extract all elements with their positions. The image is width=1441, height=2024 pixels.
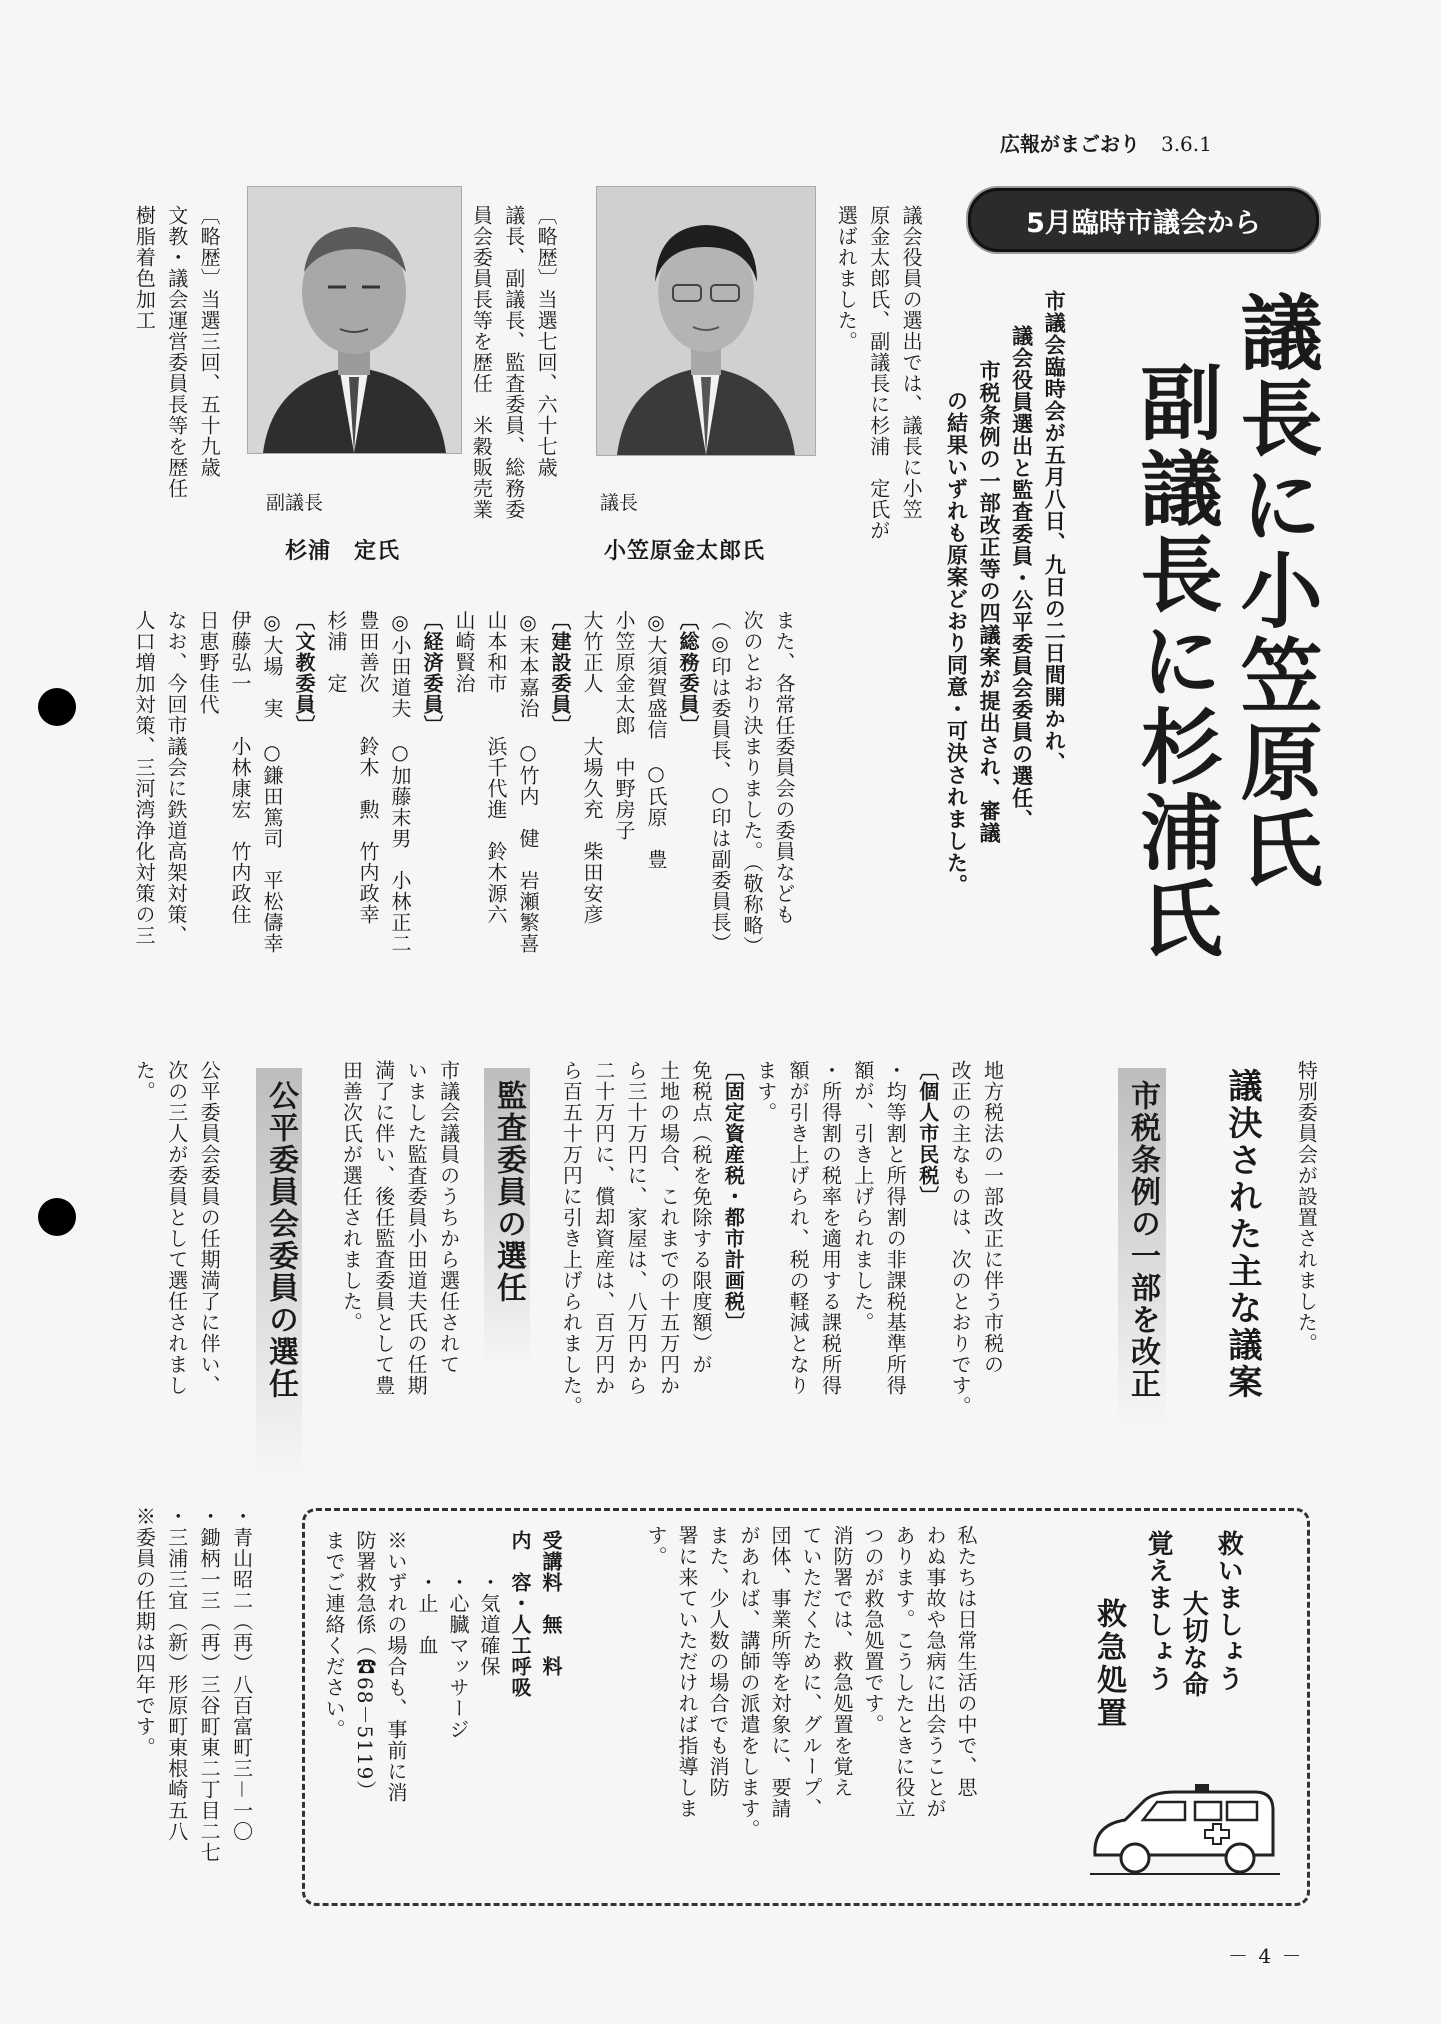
chair-role: 議長 <box>600 492 639 514</box>
fairness-members <box>128 1506 258 1906</box>
detail-line: までご連絡ください。 <box>322 1530 346 1740</box>
committee-line: （◎印は委員長、○印は副委員長） <box>708 610 732 954</box>
chair-name: 小笠原金太郎氏 <box>604 539 766 564</box>
tax-line: ・均等割と所得割の非課税基準所得 <box>883 1060 908 1396</box>
first-aid-line: あります。こうしたときに役立 <box>892 1525 916 1819</box>
lead-line: の結果いずれも原案どおり同意・可決されました。 <box>944 390 969 896</box>
tax-line: 改正の主なものは、次のとおりです。 <box>948 1060 973 1417</box>
lead-line: 市議会臨時会が五月八日、九日の二日間開かれ、 <box>1042 290 1067 774</box>
committee-line: 伊藤弘一 小林康宏 竹内政住 <box>228 610 252 925</box>
portrait-icon <box>597 187 815 455</box>
first-aid-line: 団体、事業所等を対象に、要請 <box>768 1525 792 1819</box>
committee-line: ◎末本嘉治 ○竹内 健 岩瀬繁喜 <box>516 610 540 954</box>
committee-heading: 〔総務委員〕 <box>676 610 700 736</box>
committee-line: 豊田善次 鈴木 勲 竹内政幸 <box>356 610 380 925</box>
committee-heading: 〔文教委員〕 <box>292 610 316 736</box>
lead-line: 市税条例の一部改正等の四議案が提出され、審議 <box>977 360 1002 844</box>
headline-line-1: 議長に小笠原氏 <box>1227 290 1324 892</box>
first-aid-line: があれば、講師の派遣をします。 <box>737 1525 761 1840</box>
slogan-line: 救いましょう <box>1213 1530 1244 1692</box>
tax-line: 土地の場合、これまでの十五万円か <box>656 1060 681 1396</box>
fairness-line: 次の三人が委員として選任されまし <box>164 1060 189 1396</box>
tax-body <box>555 1060 1008 1490</box>
first-aid-line: す。 <box>644 1525 668 1567</box>
first-aid-details <box>318 1530 566 1890</box>
first-aid-line: 消防署では、救急処置を覚え <box>830 1525 854 1798</box>
fairness-title: 公平委員会委員の選任 <box>263 1080 298 1400</box>
vice-chair-name: 杉浦 定氏 <box>285 539 401 564</box>
committee-line: 小笠原金太郎 中野房子 <box>612 610 636 841</box>
headline-line-2: 副議長に杉浦氏 <box>1127 360 1224 962</box>
fairness-body <box>128 1060 225 1490</box>
page-number: － 4 － <box>1228 1944 1304 1968</box>
committee-line: 杉浦 定 <box>324 610 348 694</box>
detail-line: ・止 血 <box>415 1530 439 1656</box>
chair-bio-line: 員会委員長等を歴任 米穀販売業 <box>469 205 494 520</box>
vice-bio-line: 〔略歴〕当選三回、五十九歳 <box>197 205 222 478</box>
committee-list <box>128 610 800 1040</box>
committee-line: 山崎賢治 <box>452 610 476 694</box>
committee-line: ◎大場 実 ○鎌田篤司 平松儔幸 <box>260 610 284 954</box>
banner-text: 5月臨時市議会から <box>1026 207 1261 239</box>
detail-line: ※いずれの場合も、事前に消 <box>384 1530 408 1803</box>
tax-line: 地方税法の一部改正に伴う市税の <box>980 1060 1005 1375</box>
tax-line: 額が引き上げられ、税の軽減となり <box>786 1060 811 1396</box>
committee-line: なお、今回市議会に鉄道高架対策、 <box>164 610 188 946</box>
special-line: 特別委員会が設置されました。 <box>1294 1060 1319 1354</box>
fairness-line: た。 <box>132 1060 157 1102</box>
tax-heading: 〔固定資産税・都市計画税〕 <box>721 1060 746 1333</box>
chair-bio-line: 〔略歴〕当選七回、六十七歳 <box>534 205 559 478</box>
detail-line: 受講料 無 料 <box>539 1530 563 1677</box>
issue-date: 3.6.1 <box>1160 132 1212 156</box>
member-line: ※委員の任期は四年です。 <box>132 1506 157 1758</box>
audit-title: 監査委員の選任 <box>491 1080 526 1304</box>
headline <box>1125 290 1325 1010</box>
first-aid-line: 署に来ていただければ指導しま <box>675 1525 699 1819</box>
committee-heading: 〔建設委員〕 <box>548 610 572 736</box>
lead-line: 議会役員選出と監査委員・公平委員会委員の選任、 <box>1009 325 1034 831</box>
tax-heading: 〔個人市民税〕 <box>915 1060 940 1207</box>
vice-chair-photo <box>247 186 462 454</box>
intro-line: 議会役員の選出では、議長に小笠 <box>899 205 924 520</box>
ambulance-icon <box>1085 1770 1285 1890</box>
intro-line: 原金太郎氏、副議長に杉浦 定氏が <box>866 205 891 541</box>
agenda-title: 議決された主な議案 <box>1222 1068 1262 1401</box>
committee-line: ◎小田道夫 ○加藤末男 小林正二 <box>388 610 412 954</box>
first-aid-line: また、少人数の場合でも消防 <box>706 1525 730 1798</box>
tax-line: ら三十万円に、家屋は、八万円から <box>624 1060 649 1396</box>
detail-line: ・気道確保 <box>477 1530 501 1677</box>
detail-line: 防署救急係（☎68－5119） <box>353 1530 377 1802</box>
tax-line: 二十万円に、償却資産は、百万円か <box>591 1060 616 1396</box>
binder-hole-top <box>38 688 76 726</box>
fairness-line: 公平委員会委員の任期満了に伴い、 <box>197 1060 222 1396</box>
committee-heading: 〔経済委員〕 <box>420 610 444 736</box>
tax-line: ます。 <box>753 1060 778 1123</box>
committee-line: 大竹正人 大場久充 柴田安彦 <box>580 610 604 925</box>
committee-line: 人口増加対策、三河湾浄化対策の三 <box>132 610 156 946</box>
binder-hole-bottom <box>38 1198 76 1236</box>
tax-line: 免税点（税を免除する限度額）が <box>688 1060 713 1375</box>
publication-name: 広報がまごおり <box>1000 132 1140 156</box>
first-aid-line: つのが救急処置です。 <box>861 1525 885 1735</box>
committee-line: また、各常任委員会の委員なども <box>772 610 796 925</box>
audit-line: 満了に伴い、後任監査委員として豊 <box>371 1060 396 1396</box>
chair-photo <box>596 186 816 456</box>
first-aid-line: 私たちは日常生活の中で、思 <box>954 1525 978 1798</box>
tax-line: ・所得割の税率を適用する課税所得 <box>818 1060 843 1396</box>
audit-line: 田善次氏が選任されました。 <box>339 1060 364 1333</box>
detail-line: ・心臓マッサージ <box>446 1530 470 1740</box>
tax-line: 額が、引き上げられました。 <box>850 1060 875 1333</box>
portrait-icon <box>248 187 461 453</box>
intro-paragraph <box>830 205 927 600</box>
first-aid-title: 救急処置 <box>1091 1598 1126 1730</box>
page-header <box>1000 128 1212 157</box>
member-line: ・鋤柄一三（再）三谷町東二丁目二七 <box>197 1506 222 1863</box>
lead-paragraph <box>940 290 1070 960</box>
chair-bio <box>465 205 562 600</box>
first-aid-line: ていただくために、グループ、 <box>799 1525 823 1819</box>
committee-line: 山本和市 浜千代進 鈴木源六 <box>484 610 508 925</box>
first-aid-body <box>640 1525 981 1885</box>
audit-line: いました監査委員小田道夫氏の任期 <box>404 1060 429 1396</box>
member-line: ・青山昭二（再）八百富町三－一〇 <box>229 1506 254 1842</box>
slogan-line: 大切な命 <box>1178 1590 1209 1698</box>
vice-chair-role: 副議長 <box>266 492 324 514</box>
committee-line: ◎大須賀盛信 ○氏原 豊 <box>644 610 668 870</box>
member-line: ・三浦三宜（新）形原町東根崎五八 <box>164 1506 189 1842</box>
vice-bio-line: 文教・議会運営委員長等を歴任 <box>164 205 189 499</box>
first-aid-slogan <box>1140 1530 1245 1770</box>
committee-line: 次のとおり決まりました。（敬称略） <box>740 610 764 957</box>
section-banner <box>968 188 1319 252</box>
special-committee-note <box>1290 1060 1322 1490</box>
tax-title: 市税条例の一部を改正 <box>1125 1080 1160 1400</box>
vice-chair-bio <box>128 205 225 600</box>
audit-body <box>335 1060 465 1490</box>
audit-line: 市議会議員のうちから選任されて <box>436 1060 461 1375</box>
intro-line: 選ばれました。 <box>834 205 859 352</box>
slogan-line: 覚えましょう <box>1143 1530 1174 1692</box>
first-aid-line: わぬ事故や急病に出会うことが <box>923 1525 947 1819</box>
tax-line: ら百五十万円に引き上げられました。 <box>559 1060 584 1417</box>
chair-bio-line: 議長、副議長、監査委員、総務委 <box>501 205 526 520</box>
committee-line: 日恵野佳代 <box>196 610 220 715</box>
vice-bio-line: 樹脂着色加工 <box>132 205 157 331</box>
detail-line: 内 容・人工呼吸 <box>508 1530 532 1698</box>
